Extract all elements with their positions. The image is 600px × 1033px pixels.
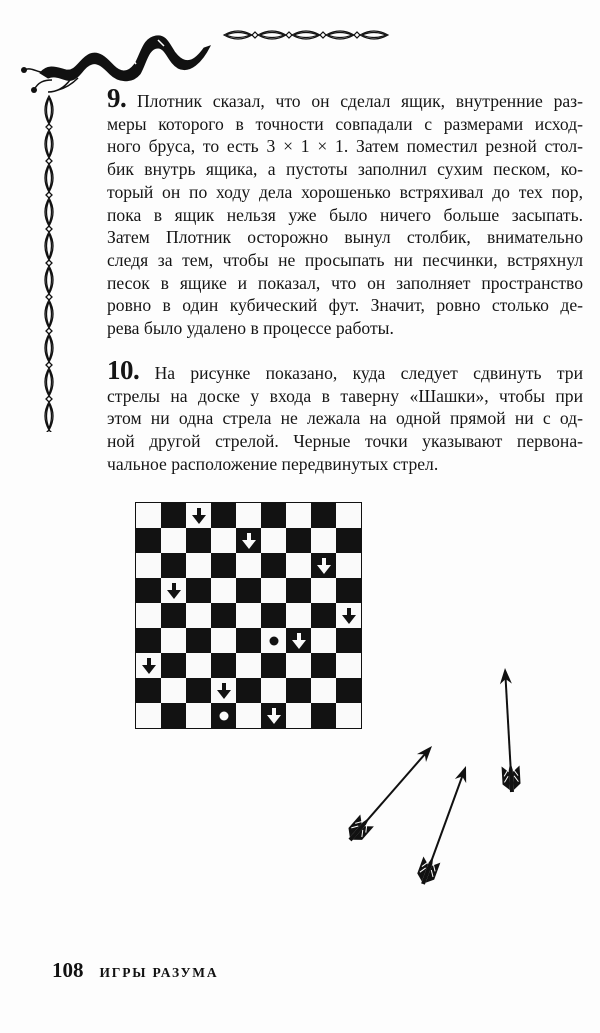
board-square	[236, 553, 261, 578]
board-square	[161, 678, 186, 703]
board-square	[136, 553, 161, 578]
board-square	[186, 578, 211, 603]
problem-10	[107, 355, 583, 476]
board-square	[161, 578, 186, 603]
down-arrow-icon	[292, 633, 306, 649]
board-square	[286, 578, 311, 603]
text-line: торый он по ходу дела хорошенько встряхивал до тех пор,	[107, 181, 583, 202]
board-square	[161, 553, 186, 578]
text-line: ровно в один кубический фут. Значит, ровно столько де-	[107, 295, 583, 316]
text-line: этом ни одна стрела не лежала на одной прямой ни с од-	[107, 408, 583, 429]
board-square	[186, 653, 211, 678]
board-square	[211, 678, 236, 703]
board-square	[136, 678, 161, 703]
board-square	[186, 553, 211, 578]
board-square	[236, 628, 261, 653]
board-square	[211, 703, 236, 728]
board-square	[336, 553, 361, 578]
board-square	[336, 628, 361, 653]
board-square	[161, 503, 186, 528]
chain-ornament-icon	[222, 28, 390, 42]
board-square	[161, 703, 186, 728]
board-square	[136, 603, 161, 628]
down-arrow-icon	[217, 683, 231, 699]
board-square	[186, 528, 211, 553]
board-square	[286, 503, 311, 528]
board-square	[261, 528, 286, 553]
board-square	[286, 603, 311, 628]
board-square	[311, 553, 336, 578]
board-square	[211, 528, 236, 553]
board-square	[336, 678, 361, 703]
page-footer	[52, 958, 218, 983]
board-square	[236, 653, 261, 678]
text-line: пока в ящик нельзя уже было ничего больше засыпать.	[107, 204, 583, 225]
board-square	[211, 578, 236, 603]
board-square	[311, 528, 336, 553]
board-square	[211, 653, 236, 678]
board-square	[261, 653, 286, 678]
down-arrow-icon	[317, 558, 331, 574]
board-square	[261, 703, 286, 728]
board-square	[161, 653, 186, 678]
text-line: стрелы на доске у входа в таверну «Шашки», чтобы при	[107, 385, 583, 406]
board-square	[236, 503, 261, 528]
board-square	[286, 703, 311, 728]
text-line: песок в ящике и показал, что он заполняет пространство	[107, 272, 583, 293]
board-square	[186, 603, 211, 628]
down-arrow-icon	[142, 658, 156, 674]
board-square	[136, 703, 161, 728]
down-arrow-icon	[267, 708, 281, 724]
text-line: Затем Плотник осторожно вынул столбик, внимательно	[107, 227, 583, 248]
text-line: 9. Плотник сказал, что он сделал ящик, внутренние раз-	[107, 83, 583, 113]
text-line: следя за тем, чтобы не просыпать ни песчинки, встряхнул	[107, 249, 583, 270]
board-square	[286, 653, 311, 678]
board-square	[311, 653, 336, 678]
board-square	[261, 503, 286, 528]
board-square	[211, 628, 236, 653]
text-line: чальное расположение передвинутых стрел.	[107, 453, 439, 474]
text-line: меры которого в точности совпадали с размерами исход-	[107, 113, 583, 134]
board-square	[336, 503, 361, 528]
problem-number: 10.	[107, 355, 140, 385]
dot-icon	[219, 711, 229, 721]
board-square	[261, 603, 286, 628]
board-square	[211, 603, 236, 628]
board-square	[336, 703, 361, 728]
board-square	[311, 578, 336, 603]
board-square	[286, 628, 311, 653]
board-square	[261, 578, 286, 603]
fletched-arrow-icon	[496, 667, 521, 792]
running-title: ИГРЫ РАЗУМА	[99, 965, 219, 980]
checkerboard	[135, 502, 362, 729]
board-square	[186, 503, 211, 528]
board-square	[161, 603, 186, 628]
board-square	[236, 703, 261, 728]
ribbon-ornament-icon	[18, 18, 218, 93]
board-square	[336, 653, 361, 678]
board-square	[286, 553, 311, 578]
board-square	[186, 678, 211, 703]
chain-ornament-icon	[42, 94, 56, 432]
problem-number: 9.	[107, 83, 127, 113]
text-line: ной другой стрелой. Черные точки указывают первона-	[107, 431, 583, 452]
text-line: бик внутрь ящика, а пустоты заполнил сухим песком, ко-	[107, 159, 583, 180]
board-square	[286, 678, 311, 703]
text-line: 10. На рисунке показано, куда следует сдвинуть три	[107, 355, 583, 385]
board-square	[136, 503, 161, 528]
board-square	[136, 653, 161, 678]
board-square	[336, 528, 361, 553]
down-arrow-icon	[342, 608, 356, 624]
board-square	[136, 578, 161, 603]
text-line: ного бруса, то есть 3 × 1 × 1. Затем поместил резной стол-	[107, 136, 583, 157]
board-square	[261, 553, 286, 578]
board-square	[311, 628, 336, 653]
board-square	[161, 528, 186, 553]
board-square	[236, 578, 261, 603]
board-square	[311, 503, 336, 528]
problem-9	[107, 83, 583, 340]
down-arrow-icon	[242, 533, 256, 549]
board-square	[136, 528, 161, 553]
page-number: 108	[52, 958, 84, 982]
down-arrow-icon	[167, 583, 181, 599]
board-square	[261, 678, 286, 703]
board-square	[261, 628, 286, 653]
fletched-arrow-icon	[415, 763, 475, 887]
board-square	[286, 528, 311, 553]
board-square	[311, 678, 336, 703]
board-square	[136, 628, 161, 653]
board-square	[211, 553, 236, 578]
board-square	[236, 603, 261, 628]
board-square	[336, 578, 361, 603]
text-line: рева было удалено в процессе работы.	[107, 318, 394, 339]
down-arrow-icon	[192, 508, 206, 524]
board-square	[311, 603, 336, 628]
board-square	[311, 703, 336, 728]
board-square	[186, 628, 211, 653]
dot-icon	[269, 636, 279, 646]
board-square	[186, 703, 211, 728]
fletched-arrow-icon	[343, 740, 439, 846]
board-square	[236, 528, 261, 553]
board-square	[161, 628, 186, 653]
board-square	[211, 503, 236, 528]
board-square	[236, 678, 261, 703]
board-square	[336, 603, 361, 628]
